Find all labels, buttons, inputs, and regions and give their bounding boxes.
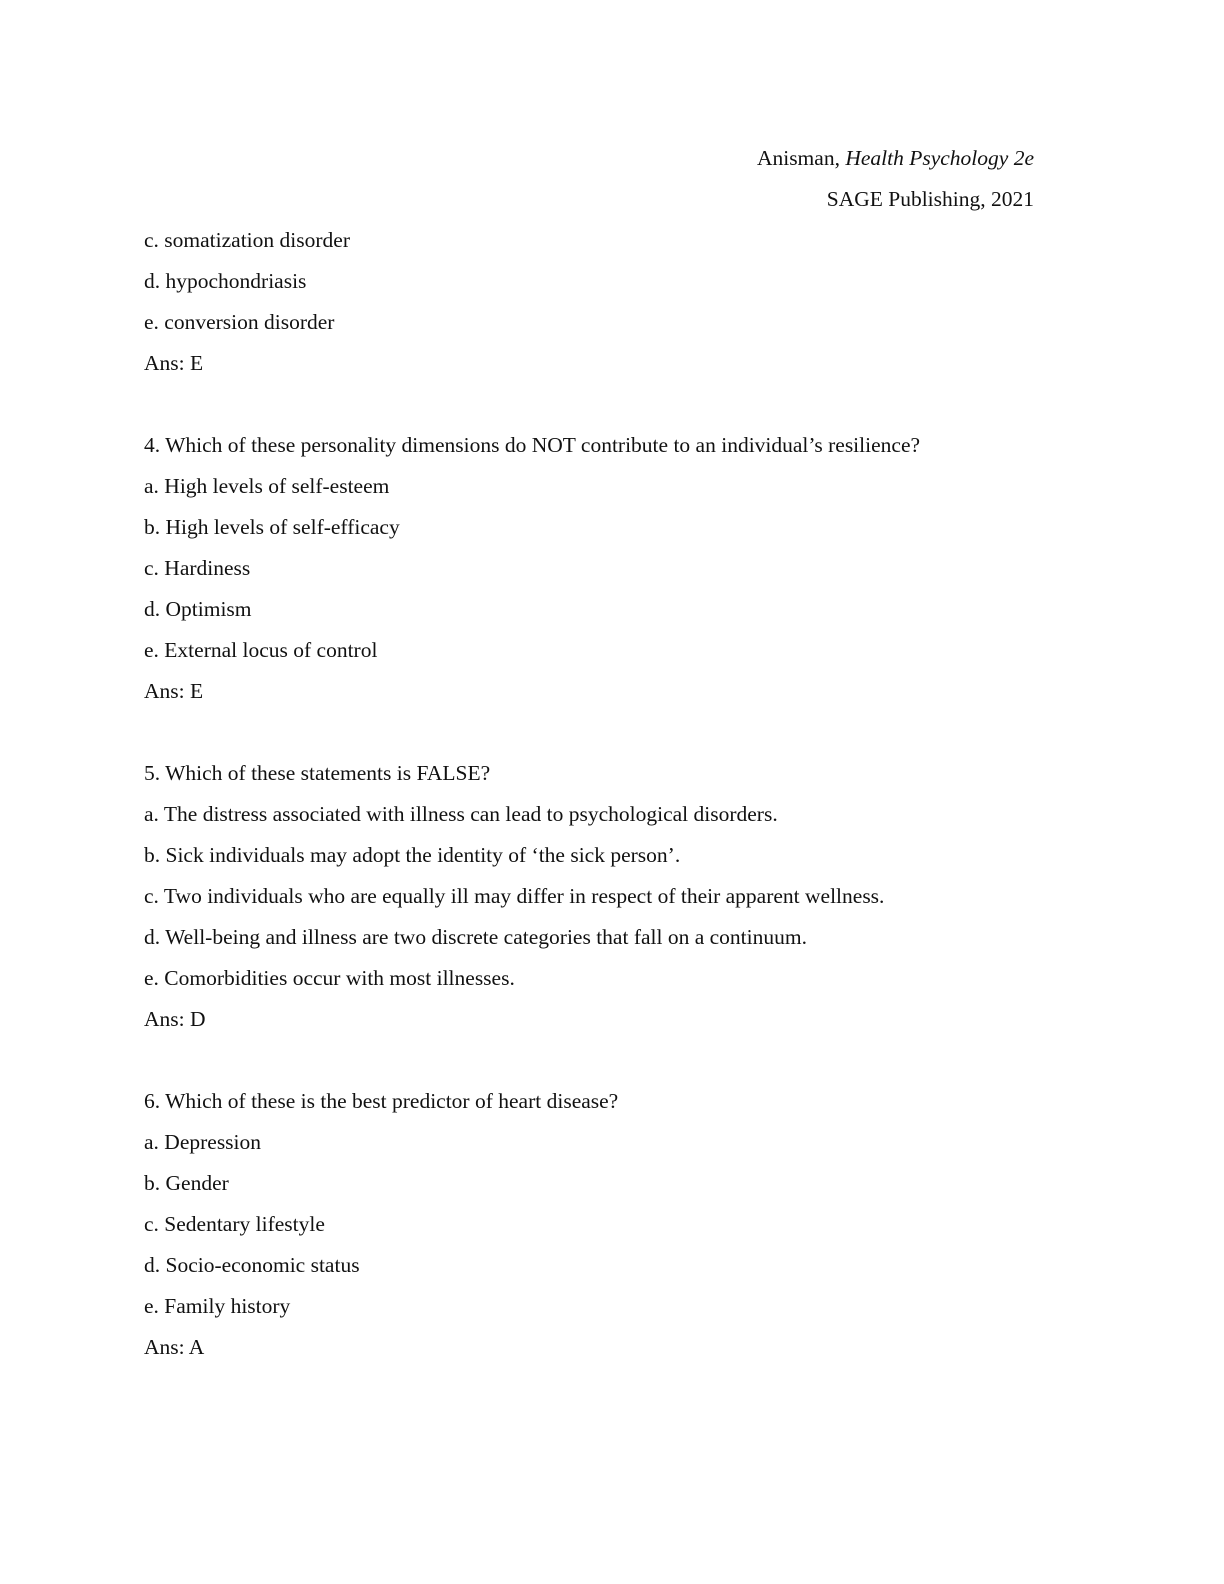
option-c: c. Two individuals who are equally ill may differ in respect of their apparent wellness.: [144, 884, 885, 908]
option-d: d. Optimism: [144, 597, 252, 621]
answer-line: Ans: A: [144, 1335, 205, 1359]
question-block-4: [144, 429, 1044, 716]
question-block-6: [144, 1085, 1044, 1372]
answer-line: Ans: E: [144, 679, 204, 703]
question-stem: 4. Which of these personality dimensions do NOT contribute to an individual’s resilience?: [144, 433, 921, 457]
question-list: [144, 224, 1044, 1372]
option-e: e. conversion disorder: [144, 310, 335, 334]
answer-line: Ans: D: [144, 1007, 206, 1031]
page-header: [757, 142, 1034, 224]
option-e: e. Comorbidities occur with most illnesses.: [144, 966, 515, 990]
question-stem: 5. Which of these statements is FALSE?: [144, 761, 491, 785]
option-d: d. Well-being and illness are two discrete categories that fall on a continuum.: [144, 925, 807, 949]
header-publisher: SAGE Publishing, 2021: [826, 187, 1034, 211]
header-citation: [757, 142, 1034, 183]
answer-line: Ans: E: [144, 351, 204, 375]
option-e: e. Family history: [144, 1294, 291, 1318]
option-a: a. Depression: [144, 1130, 262, 1154]
spacer: [144, 716, 1044, 757]
option-a: a. High levels of self-esteem: [144, 474, 390, 498]
option-d: d. hypochondriasis: [144, 269, 307, 293]
option-c: c. somatization disorder: [144, 228, 350, 252]
option-b: b. Sick individuals may adopt the identity of ‘the sick person’.: [144, 843, 681, 867]
option-c: c. Sedentary lifestyle: [144, 1212, 325, 1236]
option-b: b. High levels of self-efficacy: [144, 515, 400, 539]
question-block-3: [144, 224, 1044, 388]
option-b: b. Gender: [144, 1171, 229, 1195]
header-author: Anisman,: [756, 146, 840, 170]
option-d: d. Socio-economic status: [144, 1253, 360, 1277]
question-block-5: [144, 757, 1044, 1044]
spacer: [144, 1044, 1044, 1085]
option-a: a. The distress associated with illness can lead to psychological disorders.: [144, 802, 778, 826]
question-stem: 6. Which of these is the best predictor of heart disease?: [144, 1089, 619, 1113]
option-e: e. External locus of control: [144, 638, 378, 662]
header-book-title: Health Psychology 2e: [845, 146, 1034, 170]
spacer: [144, 388, 1044, 429]
option-c: c. Hardiness: [144, 556, 251, 580]
